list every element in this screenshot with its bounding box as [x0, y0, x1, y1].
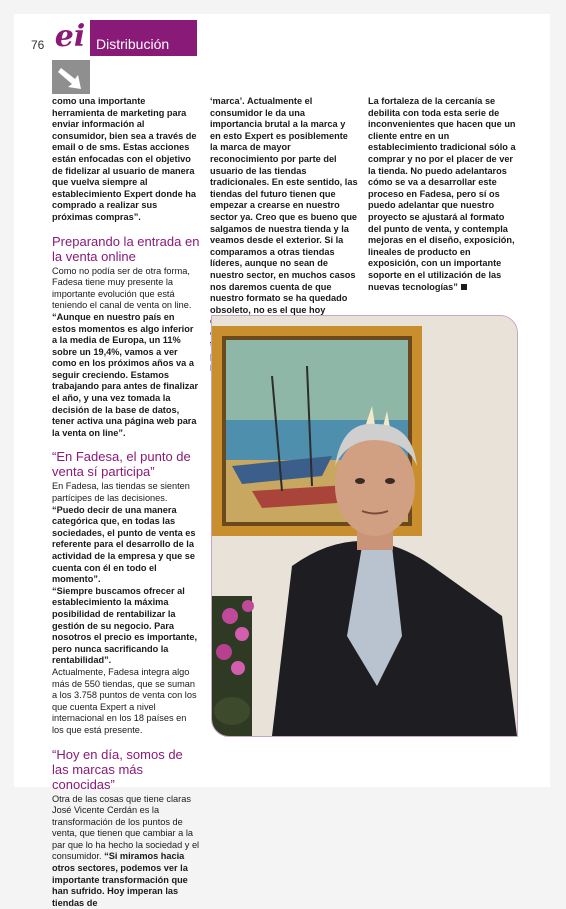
heading-online-sales: Preparando la entrada en la venta online	[52, 234, 200, 264]
column-1	[52, 96, 200, 909]
magazine-logo: ei	[50, 18, 90, 56]
paragraph-transformation: Otra de las cosas que tiene claras José Vicente Cerdán es la transformación de los puntos de venta, que tienen que cambiar a la par que lo ha hecho la sociedad y el consumidor. “Si miramos hacia otros sectores, podemos ver la importante transformación que han sufrido. Hoy imperan las tiendas de	[52, 794, 200, 909]
column-3	[368, 96, 516, 293]
page-number: 76	[31, 38, 44, 52]
paragraph-online-sales: Como no podía ser de otra forma, Fadesa tiene muy presente la importante evolución que está teniendo el canal de venta on line. “Aunque en nuestro país en estos momentos es algo inferior a la media de Europa, un 11% sobre un 19,4%, vamos a ver como en los próximos años va a seguir creciendo. Estamos trabajando para antes de finalizar el año, y una vez tomada la decisión de la base de datos, tener activa una página web para la venta on line”.	[52, 266, 200, 440]
intro-paragraph: como una importante herramienta de marketing para enviar información al consumidor, bien sea a través de email o de sms. Estas acciones están enfocadas con el objetivo de fidelizar al usuario de manera que vuelva siempre al establecimiento Expert donde ha comprado a realizar sus próximas compras”.	[52, 96, 200, 224]
paragraph-brand: ‘marca’. Actualmente el consumidor le da una importancia brutal a la marca y en esto Expert es posiblemente la marca de mayor reconocimiento por parte del usuario de las tiendas tradicionales. En este sentido, las tiendas del futuro tienen que empezar a crearse en nuestro sector ya. Creo que es bueno que salgamos de nuestra tienda y la veamos desde el exterior. Si la comparamos a otras tiendas líderes, aunque no sean de nuestro sector, en muchos casos nos daremos cuenta de que nuestro formato se ha quedado obsoleto, no es el que hoy	[210, 96, 358, 374]
section-title: Distribución	[90, 20, 197, 56]
paragraph-proximity: La fortaleza de la cercanía se debilita con toda esta serie de inconvenientes que hacen que un cliente entre en un establecimiento tradicional sólo a comprar y no por el placer de ver la tienda. No puedo adelantaros cómo se va a desarrollar este proceso en Fadesa, pero sí os puedo adelantar que nuestro proyecto se ajustará al formato del punto de venta, y contempla mejoras en el diseño, exposición, lineales de producto en exposición, con un importante soporte en el utilización de las nuevas tecnologías”	[368, 96, 516, 293]
portrait-photo	[211, 315, 518, 737]
paragraph-stores-count: Actualmente, Fadesa integra algo más de 550 tiendas, que se suman a los 3.758 puntos de venta con los que cuenta Expert a nivel internacional en los 18 países en los que está presente.	[52, 667, 200, 737]
heading-point-of-sale: “En Fadesa, el punto de venta sí participa”	[52, 449, 200, 479]
paragraph-profitability: “Siempre buscamos ofrecer al establecimiento la máxima posibilidad de rentabilizar la gestión de su negocio. Para nosotros el precio es importante, pero nunca sacrificando la rentabilidad”.	[52, 586, 200, 667]
end-square-icon	[461, 284, 467, 290]
portrait-photo-illustration	[212, 316, 517, 736]
paragraph-point-of-sale: En Fadesa, las tiendas se sienten partícipes de las decisiones. “Puedo decir de una manera categórica que, en todas las sociedades, el punto de venta es referente para el desarrollo de la actividad de la empresa y que se cuenta con él en todo el momento”.	[52, 481, 200, 585]
heading-known-brands: “Hoy en día, somos de las marcas más conocidas”	[52, 747, 200, 792]
arrow-down-right-icon	[52, 60, 90, 94]
